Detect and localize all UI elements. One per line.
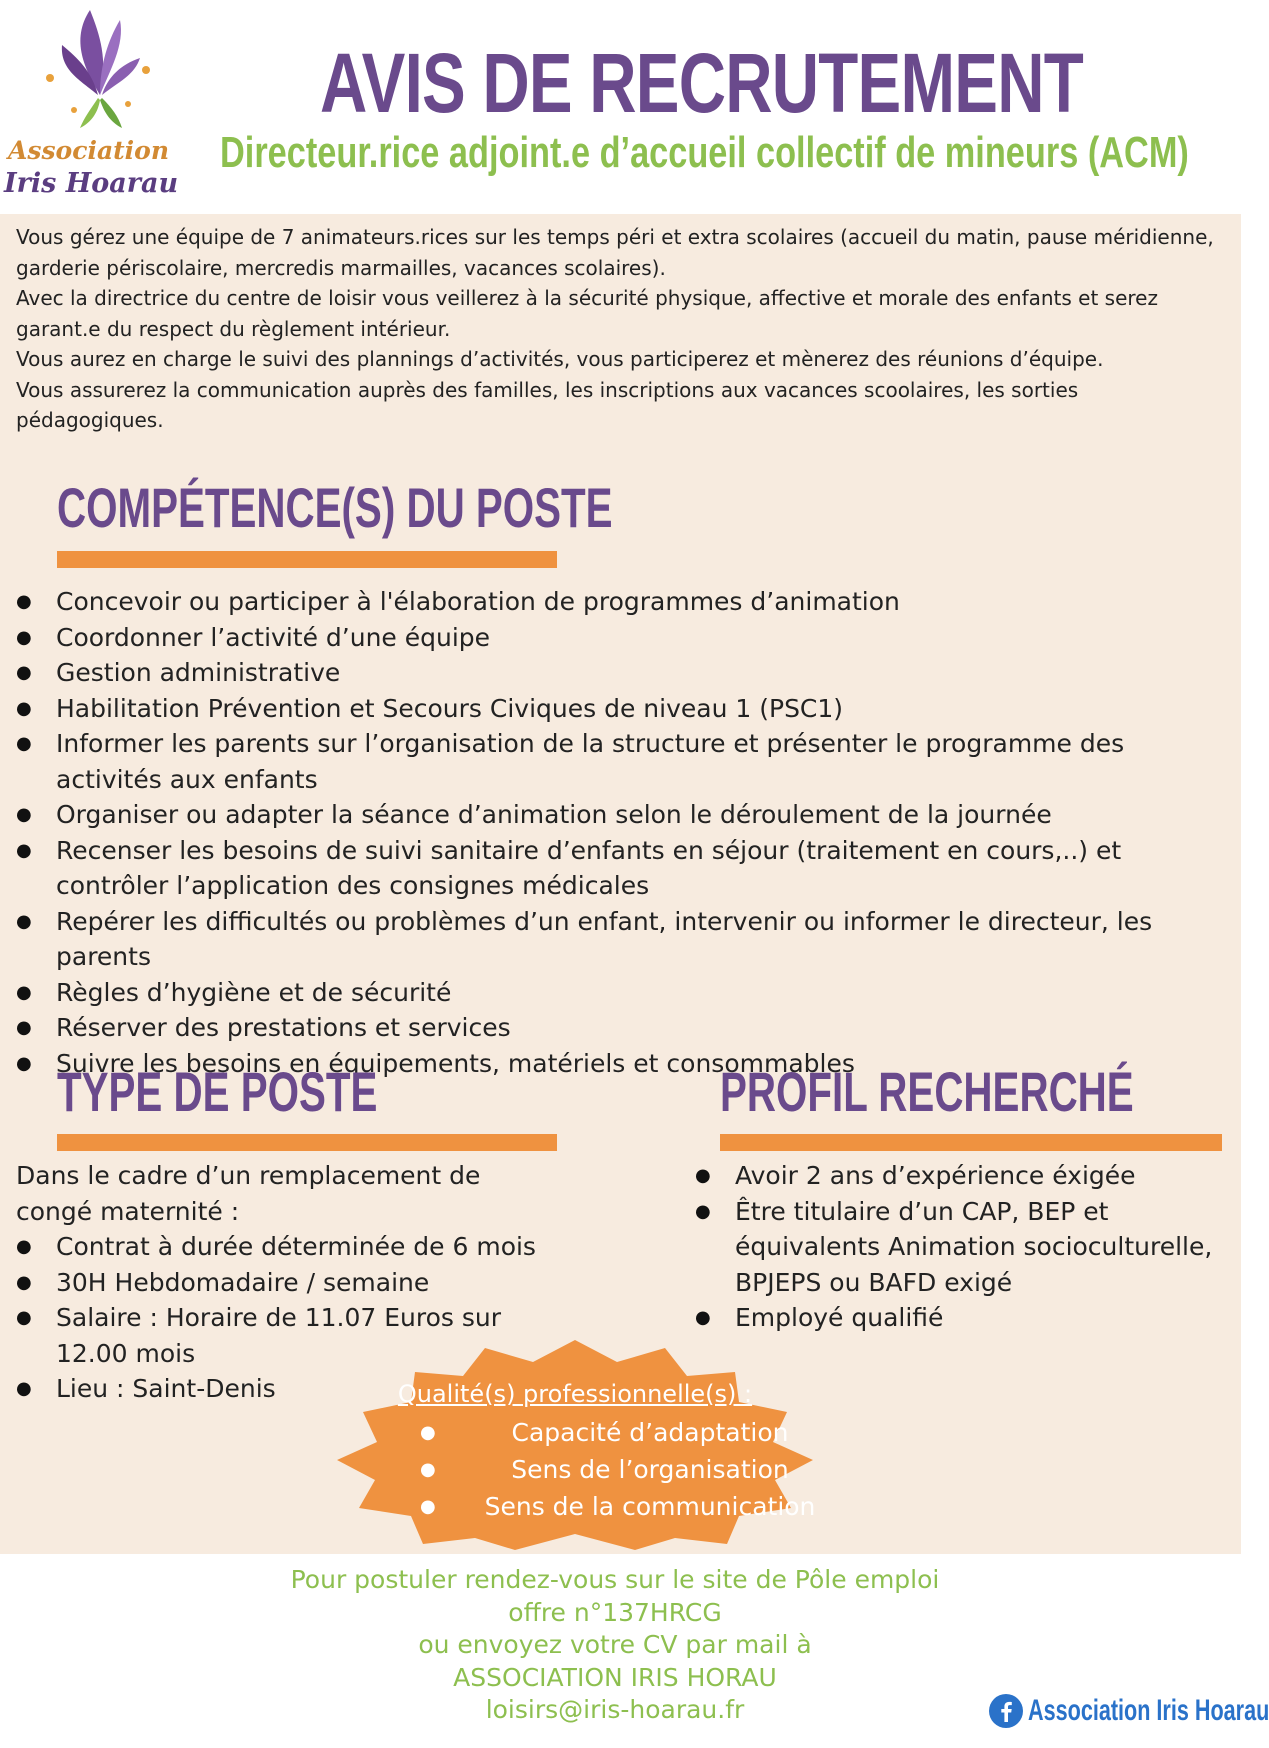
page-title: AVIS DE RECRUTEMENT bbox=[320, 36, 1083, 130]
list-item: ● Gestion administrative bbox=[16, 655, 1226, 691]
apply-instructions bbox=[230, 1564, 1000, 1727]
bullet-icon: ● bbox=[420, 1459, 436, 1480]
bullet-icon: ● bbox=[420, 1422, 436, 1443]
list-item: ● Repérer les difficultés ou problèmes d’un enfant, intervenir ou informer le directeur, les parents bbox=[16, 904, 1226, 975]
list-item: ● Avoir 2 ans d’expérience éxigée bbox=[695, 1158, 1235, 1194]
list-item: ● Coordonner l’activité d’une équipe bbox=[16, 620, 1226, 656]
facebook-page-link[interactable]: Association Iris Hoarau bbox=[1028, 1694, 1269, 1727]
intro-paragraphs bbox=[16, 222, 1226, 436]
list-item: ● Employé qualifié bbox=[695, 1300, 1235, 1336]
type-divider bbox=[57, 1134, 557, 1151]
apply-line: ASSOCIATION IRIS HORAU bbox=[453, 1662, 777, 1692]
list-item: ● Concevoir ou participer à l'élaboration de programmes d’animation bbox=[16, 584, 1226, 620]
list-item: ● Être titulaire d’un CAP, BEP et équivalents Animation socioculturelle, BPJEPS ou BAFD exigé bbox=[695, 1194, 1235, 1301]
skills-divider bbox=[57, 551, 557, 568]
intro-paragraph: Avec la directrice du centre de loisir vous veillerez à la sécurité physique, affective et morale des enfants et serez garant.e du respect du règlement intérieur. bbox=[16, 286, 1158, 341]
list-item: ● Règles d’hygiène et de sécurité bbox=[16, 975, 1226, 1011]
list-item: ● Suivre les besoins en équipements, matériels et consommables bbox=[16, 1046, 1226, 1082]
quality-label: Sens de la communication bbox=[484, 1492, 816, 1521]
type-title: TYPE DE POSTE bbox=[57, 1060, 378, 1123]
list-item: ● Informer les parents sur l’organisation de la structure et présenter le programme des activités aux enfants bbox=[16, 726, 1226, 797]
list-item bbox=[420, 1488, 820, 1525]
skills-title: COMPÉTENCE(S) DU POSTE bbox=[57, 476, 613, 539]
list-item: ● Habilitation Prévention et Secours Civiques de niveau 1 (PSC1) bbox=[16, 691, 1226, 727]
job-subtitle: Directeur.rice adjoint.e d’accueil collectif de mineurs (ACM) bbox=[220, 128, 1189, 177]
quality-label: Sens de l’organisation bbox=[511, 1455, 789, 1484]
logo-line-2: Iris Hoarau bbox=[4, 168, 179, 199]
profile-title: PROFIL RECHERCHÉ bbox=[720, 1060, 1134, 1123]
iris-flower-icon bbox=[0, 0, 195, 140]
intro-paragraph: Vous aurez en charge le suivi des plannings d’activités, vous participerez et mènerez des réunions d’équipe. bbox=[16, 347, 1104, 371]
list-item: ● Lieu : Saint-Denis bbox=[16, 1371, 536, 1407]
list-item: ● Réserver des prestations et services bbox=[16, 1010, 1226, 1046]
type-intro: Dans le cadre d’un remplacement de congé maternité : bbox=[16, 1161, 481, 1226]
association-logo bbox=[0, 0, 195, 210]
skills-list bbox=[16, 584, 1226, 1081]
profile-list bbox=[695, 1158, 1235, 1336]
apply-line: offre n°137HRCG bbox=[508, 1597, 722, 1627]
qualities-title: Qualité(s) professionnelle(s) : bbox=[397, 1380, 753, 1408]
list-item: ● Recenser les besoins de suivi sanitaire d’enfants en séjour (traitement en cours,..) et contrôler l’application des consignes médicales bbox=[16, 833, 1226, 904]
facebook-icon[interactable] bbox=[989, 1694, 1023, 1728]
intro-paragraph: Vous gérez une équipe de 7 animateurs.rices sur les temps péri et extra scolaires (accueil du matin, pause méridienne, garderie périscolaire, mercredis marmailles, vacances scolaires). bbox=[16, 225, 1214, 280]
list-item bbox=[420, 1451, 820, 1488]
profile-divider bbox=[720, 1134, 1222, 1151]
apply-line: Pour postuler rendez-vous sur le site de Pôle emploi bbox=[290, 1565, 940, 1594]
list-item: ● Contrat à durée déterminée de 6 mois bbox=[16, 1229, 536, 1265]
qualities-list bbox=[420, 1414, 820, 1525]
logo-line-1: Association bbox=[8, 136, 170, 165]
intro-paragraph: Vous assurerez la communication auprès des familles, les inscriptions aux vacances scoolaires, les sorties pédagogiques. bbox=[16, 377, 1079, 432]
bullet-icon: ● bbox=[420, 1496, 436, 1517]
list-item: ● Salaire : Horaire de 11.07 Euros sur 12.00 mois bbox=[16, 1300, 536, 1371]
list-item: ● Organiser ou adapter la séance d’animation selon le déroulement de la journée bbox=[16, 797, 1226, 833]
list-item bbox=[420, 1414, 820, 1451]
quality-label: Capacité d’adaptation bbox=[511, 1418, 789, 1447]
list-item: ● 30H Hebdomadaire / semaine bbox=[16, 1265, 536, 1301]
apply-line: ou envoyez votre CV par mail à bbox=[418, 1630, 812, 1659]
contact-email-link[interactable]: loisirs@iris-hoarau.fr bbox=[485, 1695, 745, 1724]
